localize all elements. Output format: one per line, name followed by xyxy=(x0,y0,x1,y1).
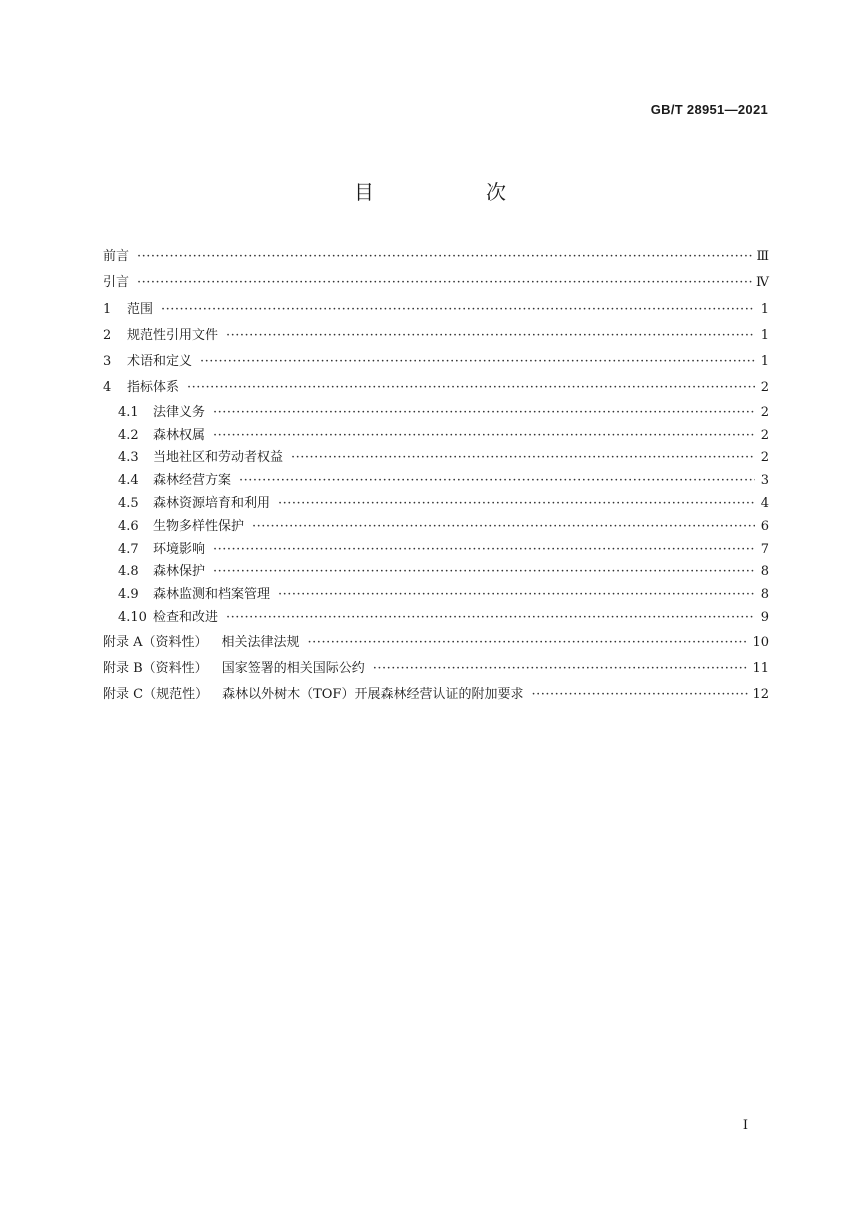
toc-entry-label: 森林权属 xyxy=(153,427,206,443)
standard-code: GB/T 28951—2021 xyxy=(650,102,768,117)
toc-entry-page: Ⅳ xyxy=(756,275,769,291)
toc-entry-label: 法律义务 xyxy=(153,404,206,420)
toc-entry-page: 9 xyxy=(760,609,769,625)
toc-entry-label: 范围 xyxy=(127,301,154,317)
toc-entry-page: 2 xyxy=(760,427,769,443)
toc-entry-number: 4.6 xyxy=(118,518,139,534)
toc-entry-number: 4.1 xyxy=(118,404,139,420)
toc-leader-dots xyxy=(213,561,755,584)
toc-leader-dots xyxy=(213,539,755,562)
toc-entry-label: 生物多样性保护 xyxy=(153,518,245,534)
toc-entry-label: 指标体系 xyxy=(127,380,180,396)
toc-leader-dots xyxy=(213,402,755,425)
toc-leader-dots xyxy=(531,682,748,708)
toc-entry-page: 7 xyxy=(760,541,769,557)
toc-entry-number: 3 xyxy=(103,354,112,370)
toc-entry-number: 附录 B（资料性） xyxy=(103,661,208,677)
toc-entry-number: 4.8 xyxy=(118,564,139,580)
toc-entry[interactable] xyxy=(103,402,769,425)
page-title: 目 次 xyxy=(354,180,552,204)
toc-entry[interactable] xyxy=(103,270,769,296)
toc-leader-dots xyxy=(161,297,755,323)
toc-leader-dots xyxy=(226,607,755,630)
toc-entry[interactable] xyxy=(103,297,769,323)
toc-entry[interactable] xyxy=(103,539,769,562)
toc-entry[interactable] xyxy=(103,682,769,708)
toc-leader-dots xyxy=(226,323,755,349)
toc-entry-page: 1 xyxy=(760,301,769,317)
toc-entry[interactable] xyxy=(103,349,769,375)
toc-entry[interactable] xyxy=(103,425,769,448)
toc-entry-number: 4.5 xyxy=(118,495,139,511)
toc-entry-number: 附录 C（规范性） xyxy=(103,687,209,703)
toc-entry-page: 2 xyxy=(760,380,769,396)
toc-entry[interactable] xyxy=(103,630,769,656)
toc-entry-label: 术语和定义 xyxy=(127,354,193,370)
toc-entry-label: 森林经营方案 xyxy=(153,473,232,489)
toc-entry-label: 森林监测和档案管理 xyxy=(153,587,271,603)
toc-leader-dots xyxy=(278,493,755,516)
toc-entry[interactable] xyxy=(103,493,769,516)
toc-entry[interactable] xyxy=(103,607,769,630)
toc-leader-dots xyxy=(291,447,755,470)
toc-entry-label: 前言 xyxy=(103,249,130,264)
toc-entry[interactable] xyxy=(103,323,769,349)
toc-entry-number: 4.9 xyxy=(118,587,139,603)
toc-leader-dots xyxy=(373,656,749,682)
toc-entry-label: 当地社区和劳动者权益 xyxy=(153,450,284,466)
toc-entry-number: 4.4 xyxy=(118,473,139,489)
toc-entry-page: 3 xyxy=(760,473,769,489)
toc-entry-page: 4 xyxy=(760,495,769,511)
toc-entry-page: 1 xyxy=(760,327,769,343)
toc-entry[interactable] xyxy=(103,244,769,270)
toc-leader-dots xyxy=(278,584,755,607)
toc-entry-number: 4 xyxy=(103,380,112,396)
toc-entry-number: 4.10 xyxy=(118,609,147,625)
toc-entry[interactable] xyxy=(103,516,769,539)
toc-entry-number: 4.7 xyxy=(118,541,139,557)
toc-entry-number: 1 xyxy=(103,301,112,317)
toc-entry-page: 8 xyxy=(760,564,769,580)
toc-entry-page: 2 xyxy=(760,404,769,420)
toc-entry[interactable] xyxy=(103,470,769,493)
toc-leader-dots xyxy=(137,270,752,296)
toc-entry-number: 4.3 xyxy=(118,450,139,466)
toc-entry-page: 6 xyxy=(760,518,769,534)
toc-entry-label: 环境影响 xyxy=(153,541,206,557)
toc-entry-number: 4.2 xyxy=(118,427,139,443)
toc-entry-page: 12 xyxy=(752,687,769,703)
toc-entry-label: 森林保护 xyxy=(153,564,206,580)
toc-entry-label: 检查和改进 xyxy=(153,609,219,625)
toc-entry-page: Ⅲ xyxy=(756,249,769,264)
toc-entry-label: 引言 xyxy=(103,275,130,291)
toc-leader-dots xyxy=(200,349,755,375)
toc-leader-dots xyxy=(213,425,755,448)
toc-entry[interactable] xyxy=(103,375,769,401)
toc-entry-page: 8 xyxy=(760,587,769,603)
toc-leader-dots xyxy=(308,630,749,656)
toc-entry[interactable] xyxy=(103,447,769,470)
toc-leader-dots xyxy=(239,470,755,493)
toc-entry-page: 11 xyxy=(752,661,769,677)
toc-entry-number: 附录 A（资料性） xyxy=(103,634,208,650)
table-of-contents xyxy=(103,244,769,709)
toc-entry[interactable] xyxy=(103,656,769,682)
toc-entry[interactable] xyxy=(103,561,769,584)
toc-entry-page: 2 xyxy=(760,450,769,466)
toc-entry-page: 10 xyxy=(752,634,769,650)
toc-leader-dots xyxy=(187,375,755,401)
toc-entry-label: 森林以外树木（TOF）开展森林经营认证的附加要求 xyxy=(222,687,524,703)
toc-leader-dots xyxy=(252,516,755,539)
page-number: I xyxy=(742,1118,748,1133)
toc-entry[interactable] xyxy=(103,584,769,607)
toc-leader-dots xyxy=(137,244,752,270)
toc-entry-number: 2 xyxy=(103,327,112,343)
toc-entry-label: 森林资源培育和利用 xyxy=(153,495,271,511)
toc-entry-label: 规范性引用文件 xyxy=(127,327,219,343)
toc-entry-label: 国家签署的相关国际公约 xyxy=(221,661,365,677)
toc-entry-label: 相关法律法规 xyxy=(221,634,300,650)
toc-entry-page: 1 xyxy=(760,354,769,370)
